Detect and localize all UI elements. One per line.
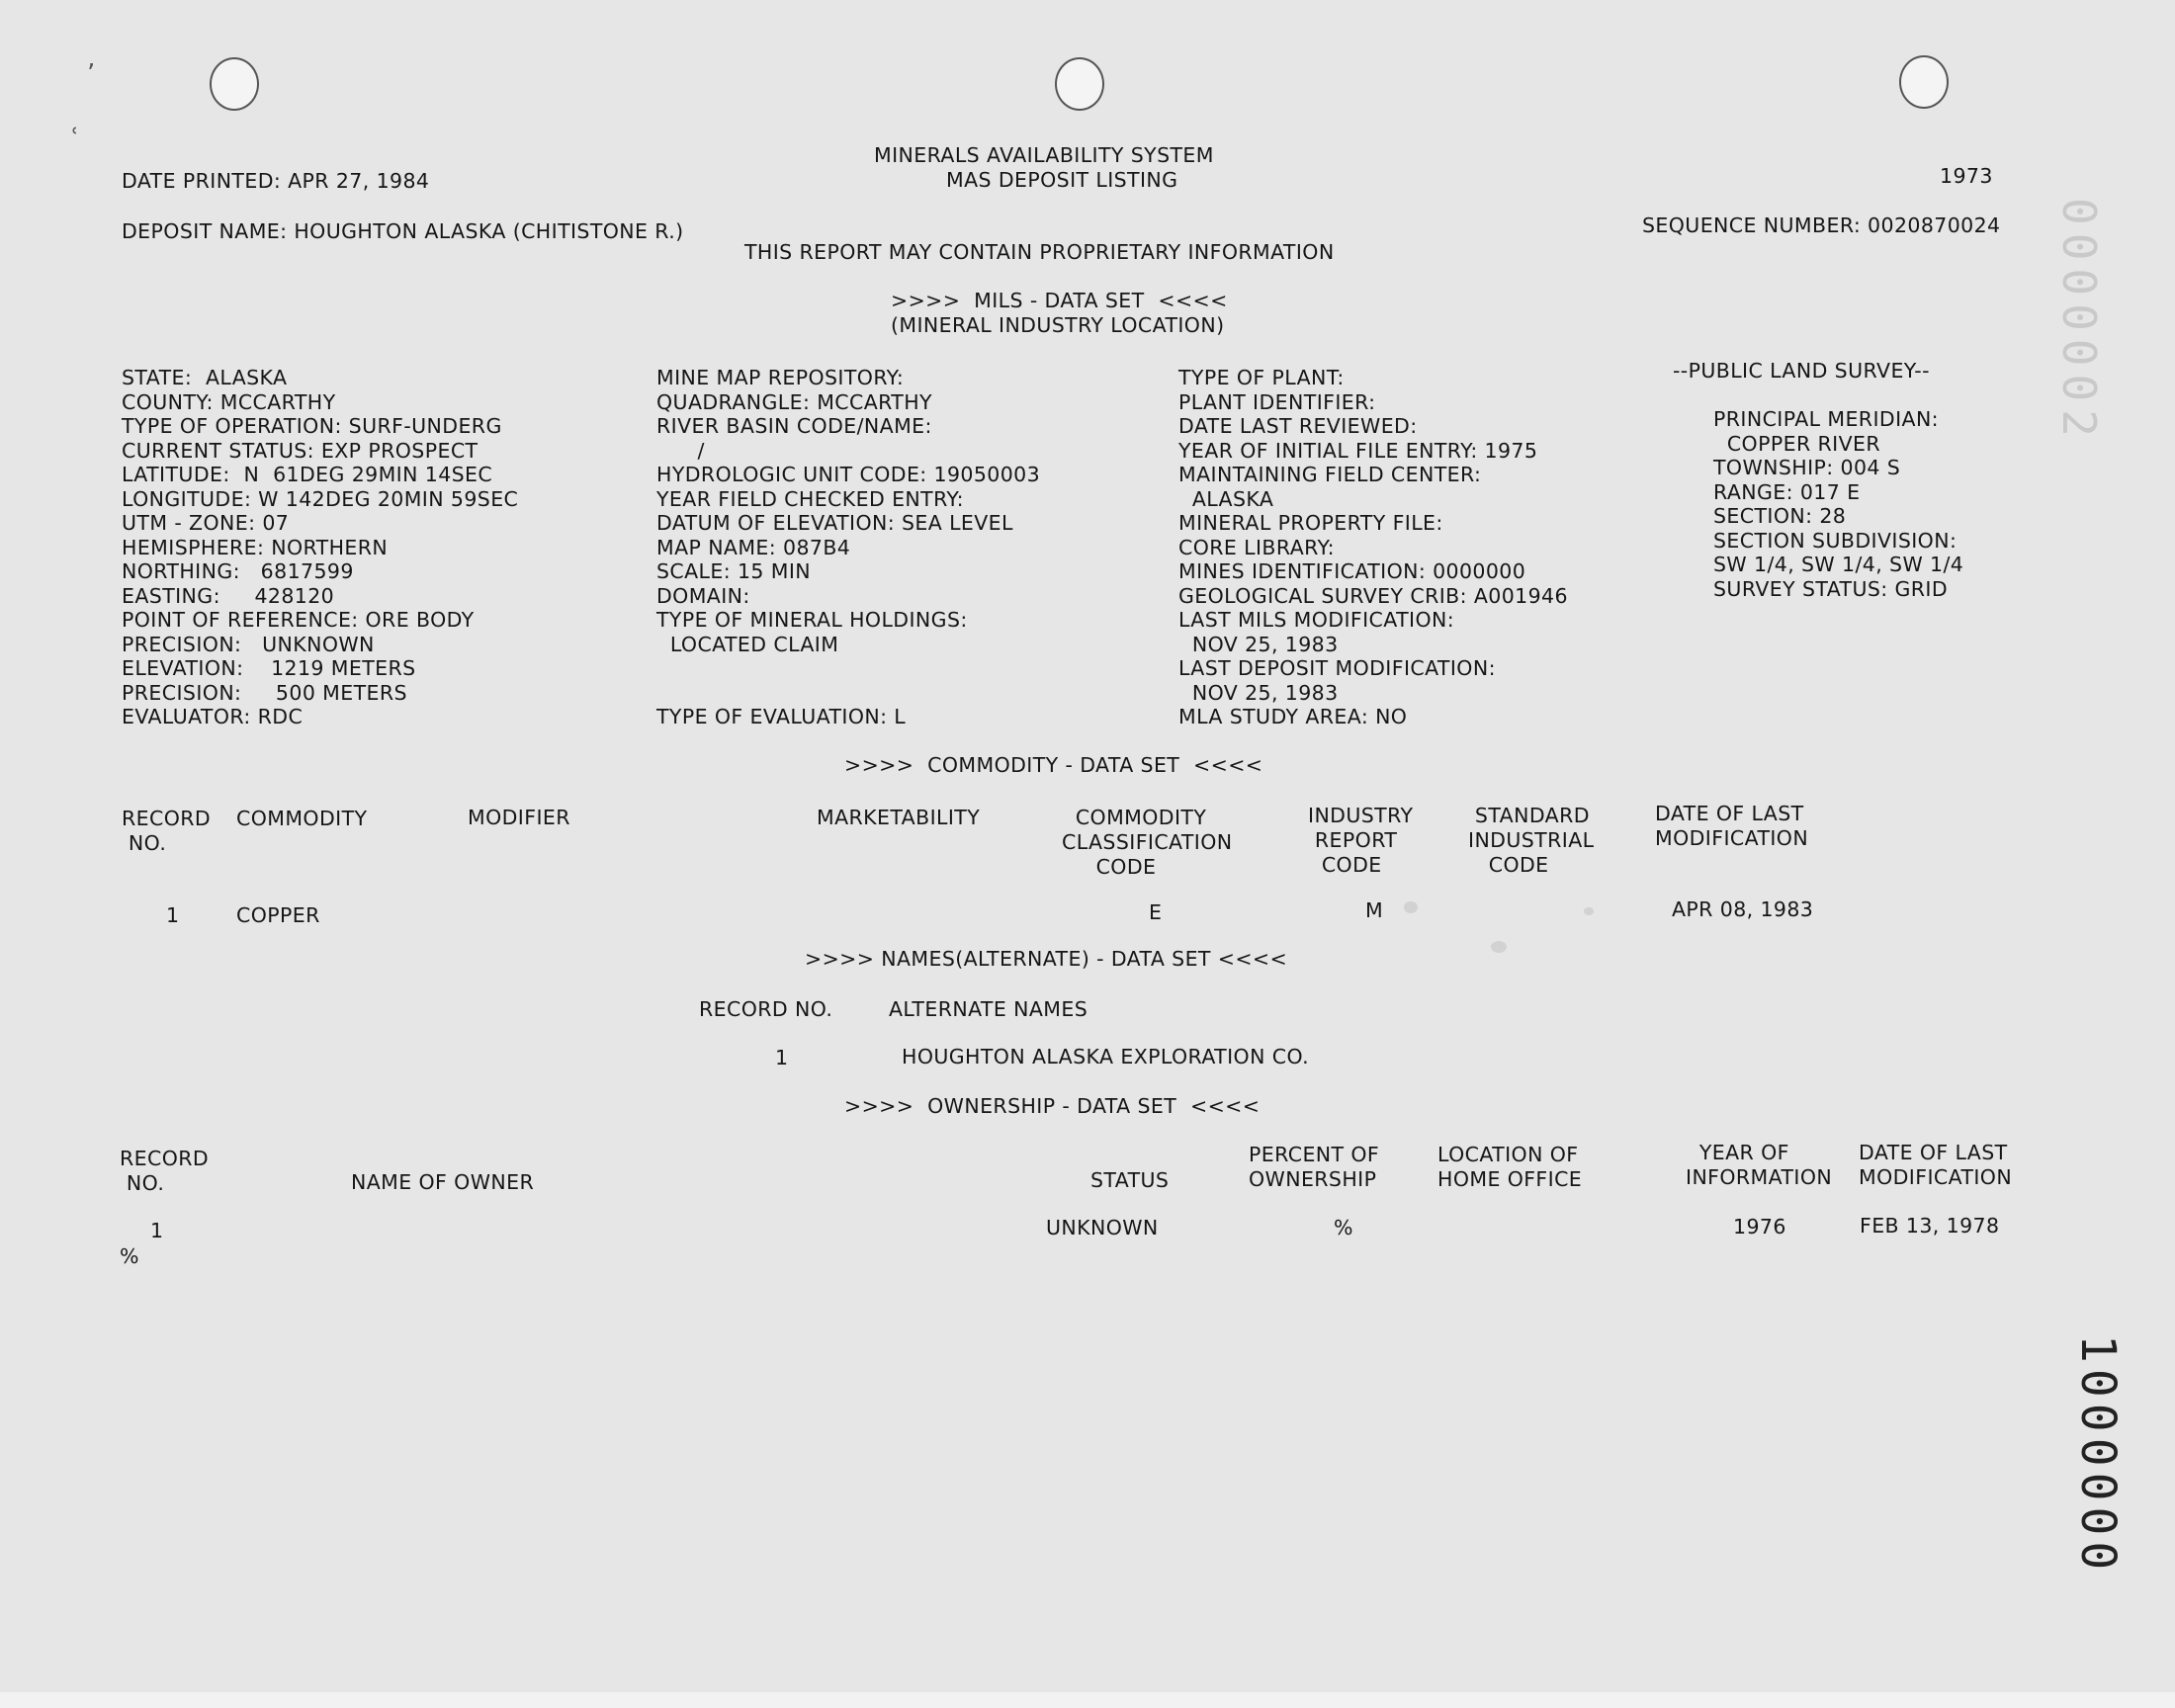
field-hydrologic-unit: HYDROLOGIC UNIT CODE: 19050003 — [656, 463, 1041, 486]
field-type-of-operation: TYPE OF OPERATION: SURF-UNDERG — [122, 414, 502, 438]
field-state: STATE: ALASKA — [122, 366, 288, 389]
field-section: SECTION: 28 — [1713, 504, 1847, 528]
ownership-record-no: 1 — [150, 1219, 164, 1242]
field-geological-survey-crib: GEOLOGICAL SURVEY CRIB: A001946 — [1178, 583, 1568, 608]
field-elevation-precision: PRECISION: 500 METERS — [122, 680, 407, 705]
field-mineral-property-file: MINERAL PROPERTY FILE: — [1178, 511, 1443, 535]
ownership-note: % — [120, 1244, 139, 1268]
field-core-library: CORE LIBRARY: — [1178, 535, 1335, 559]
proprietary-notice: THIS REPORT MAY CONTAIN PROPRIETARY INFORMATION — [744, 240, 1335, 264]
field-precision: PRECISION: UNKNOWN — [122, 632, 375, 656]
commodity-header-marketability: MARKETABILITY — [817, 806, 981, 829]
field-northing: NORTHING: 6817599 — [122, 559, 354, 583]
margin-stamp-faded: 0000002 — [2052, 198, 2106, 445]
punch-hole — [210, 57, 259, 111]
ownership-header-date: DATE OF LAST MODIFICATION — [1859, 1141, 2013, 1189]
sequence-number: SEQUENCE NUMBER: 0020870024 — [1642, 214, 2001, 237]
ink-mark: ʿ — [71, 124, 79, 153]
field-principal-meridian-value: COPPER RIVER — [1713, 431, 1881, 456]
public-land-survey-title: --PUBLIC LAND SURVEY-- — [1673, 359, 1930, 383]
field-last-deposit-modification: LAST DEPOSIT MODIFICATION: — [1178, 656, 1496, 680]
field-hemisphere: HEMISPHERE: NORTHERN — [122, 535, 389, 559]
mils-section-subtitle: (MINERAL INDUSTRY LOCATION) — [891, 313, 1225, 337]
punch-hole — [1899, 55, 1949, 109]
commodity-header-industry: INDUSTRY REPORT CODE — [1308, 804, 1414, 877]
commodity-header-sic: STANDARD INDUSTRIAL CODE — [1468, 804, 1595, 877]
commodity-name: COPPER — [236, 903, 320, 927]
field-type-of-evaluation: TYPE OF EVALUATION: L — [656, 705, 907, 728]
field-longitude: LONGITUDE: W 142DEG 20MIN 59SEC — [122, 486, 519, 511]
field-mineral-holdings-value: LOCATED CLAIM — [656, 632, 839, 656]
print-smudge — [1584, 907, 1594, 915]
field-principal-meridian: PRINCIPAL MERIDIAN: — [1713, 407, 1939, 431]
field-survey-status: SURVEY STATUS: GRID — [1713, 576, 1949, 601]
field-year-initial-entry: YEAR OF INITIAL FILE ENTRY: 1975 — [1178, 438, 1538, 463]
field-scale: SCALE: 15 MIN — [656, 559, 812, 583]
commodity-header-modifier: MODIFIER — [468, 806, 570, 829]
field-township: TOWNSHIP: 004 S — [1713, 456, 1901, 479]
alternate-name: HOUGHTON ALASKA EXPLORATION CO. — [902, 1045, 1310, 1068]
print-smudge — [1491, 941, 1507, 953]
field-last-mils-modification-value: NOV 25, 1983 — [1178, 632, 1339, 656]
ownership-header-percent: PERCENT OF OWNERSHIP — [1249, 1143, 1380, 1191]
field-maintaining-center: MAINTAINING FIELD CENTER: — [1178, 463, 1482, 486]
commodity-header-commodity: COMMODITY — [236, 807, 368, 830]
field-datum-of-elevation: DATUM OF ELEVATION: SEA LEVEL — [656, 511, 1013, 535]
field-maintaining-center-value: ALASKA — [1178, 486, 1274, 511]
ownership-header-name: NAME OF OWNER — [351, 1170, 535, 1194]
deposit-name: DEPOSIT NAME: HOUGHTON ALASKA (CHITISTONE R.) — [122, 219, 684, 243]
ownership-header-year: YEAR OF INFORMATION — [1686, 1141, 1833, 1189]
ink-mark: ’ — [87, 59, 96, 89]
ownership-header-status: STATUS — [1090, 1168, 1170, 1192]
commodity-header-record: RECORD NO. — [122, 807, 212, 855]
field-map-name: MAP NAME: 087B4 — [656, 535, 851, 559]
field-current-status: CURRENT STATUS: EXP PROSPECT — [122, 438, 478, 463]
field-evaluator: EVALUATOR: RDC — [122, 705, 304, 728]
report-year: 1973 — [1940, 164, 1993, 188]
field-type-of-plant: TYPE OF PLANT: — [1178, 366, 1345, 389]
field-mines-identification: MINES IDENTIFICATION: 0000000 — [1178, 559, 1526, 583]
ownership-date-modified: FEB 13, 1978 — [1860, 1214, 2000, 1238]
field-last-deposit-modification-value: NOV 25, 1983 — [1178, 680, 1339, 705]
field-quadrangle: QUADRANGLE: MCCARTHY — [656, 389, 932, 414]
field-section-subdivision-value: SW 1/4, SW 1/4, SW 1/4 — [1713, 553, 1964, 576]
system-title: MINERALS AVAILABILITY SYSTEM — [874, 143, 1214, 167]
ownership-status: UNKNOWN — [1046, 1216, 1159, 1239]
ownership-section-title: >>>> OWNERSHIP - DATA SET <<<< — [844, 1094, 1261, 1118]
margin-stamp: 1000000 — [2070, 1334, 2126, 1577]
names-header-record: RECORD NO. — [699, 997, 833, 1021]
commodity-header-classification: COMMODITY CLASSIFICATION CODE — [1062, 806, 1233, 879]
commodity-classification-code: E — [1149, 900, 1163, 924]
field-section-subdivision: SECTION SUBDIVISION: — [1713, 528, 1958, 553]
commodity-record-no: 1 — [166, 903, 180, 927]
names-header-alternate: ALTERNATE NAMES — [889, 997, 1088, 1021]
field-elevation: ELEVATION: 1219 METERS — [122, 656, 416, 680]
ownership-year: 1976 — [1733, 1215, 1786, 1238]
field-mineral-holdings: TYPE OF MINERAL HOLDINGS: — [656, 608, 968, 632]
mils-section-title: >>>> MILS - DATA SET <<<< — [891, 289, 1228, 312]
field-plant-identifier: PLANT IDENTIFIER: — [1178, 389, 1376, 414]
scanner-edge — [0, 1692, 2175, 1708]
field-county: COUNTY: MCCARTHY — [122, 389, 336, 414]
ownership-header-record: RECORD NO. — [120, 1147, 210, 1195]
commodity-section-title: >>>> COMMODITY - DATA SET <<<< — [844, 753, 1263, 777]
field-latitude: LATITUDE: N 61DEG 29MIN 14SEC — [122, 463, 493, 486]
field-date-last-reviewed: DATE LAST REVIEWED: — [1178, 414, 1418, 438]
date-printed: DATE PRINTED: APR 27, 1984 — [122, 169, 430, 193]
field-last-mils-modification: LAST MILS MODIFICATION: — [1178, 608, 1455, 632]
listing-title: MAS DEPOSIT LISTING — [946, 168, 1178, 192]
print-smudge — [1404, 901, 1418, 913]
commodity-date-modified: APR 08, 1983 — [1672, 897, 1814, 921]
field-range: RANGE: 017 E — [1713, 479, 1861, 504]
field-point-of-reference: POINT OF REFERENCE: ORE BODY — [122, 608, 475, 632]
field-mine-map-repository: MINE MAP REPOSITORY: — [656, 366, 905, 389]
ownership-percent: % — [1334, 1216, 1353, 1239]
commodity-header-date: DATE OF LAST MODIFICATION — [1655, 802, 1809, 850]
field-year-field-checked: YEAR FIELD CHECKED ENTRY: — [656, 486, 964, 511]
field-river-basin-value: / — [656, 438, 705, 463]
field-domain: DOMAIN: — [656, 583, 750, 608]
ownership-header-location: LOCATION OF HOME OFFICE — [1437, 1143, 1583, 1191]
field-easting: EASTING: 428120 — [122, 583, 335, 608]
field-mla-study-area: MLA STUDY AREA: NO — [1178, 705, 1408, 728]
field-river-basin: RIVER BASIN CODE/NAME: — [656, 414, 932, 438]
names-section-title: >>>> NAMES(ALTERNATE) - DATA SET <<<< — [805, 947, 1288, 971]
commodity-industry-code: M — [1365, 898, 1384, 922]
field-utm-zone: UTM - ZONE: 07 — [122, 511, 290, 535]
names-record-no: 1 — [775, 1046, 789, 1069]
punch-hole — [1055, 57, 1104, 111]
